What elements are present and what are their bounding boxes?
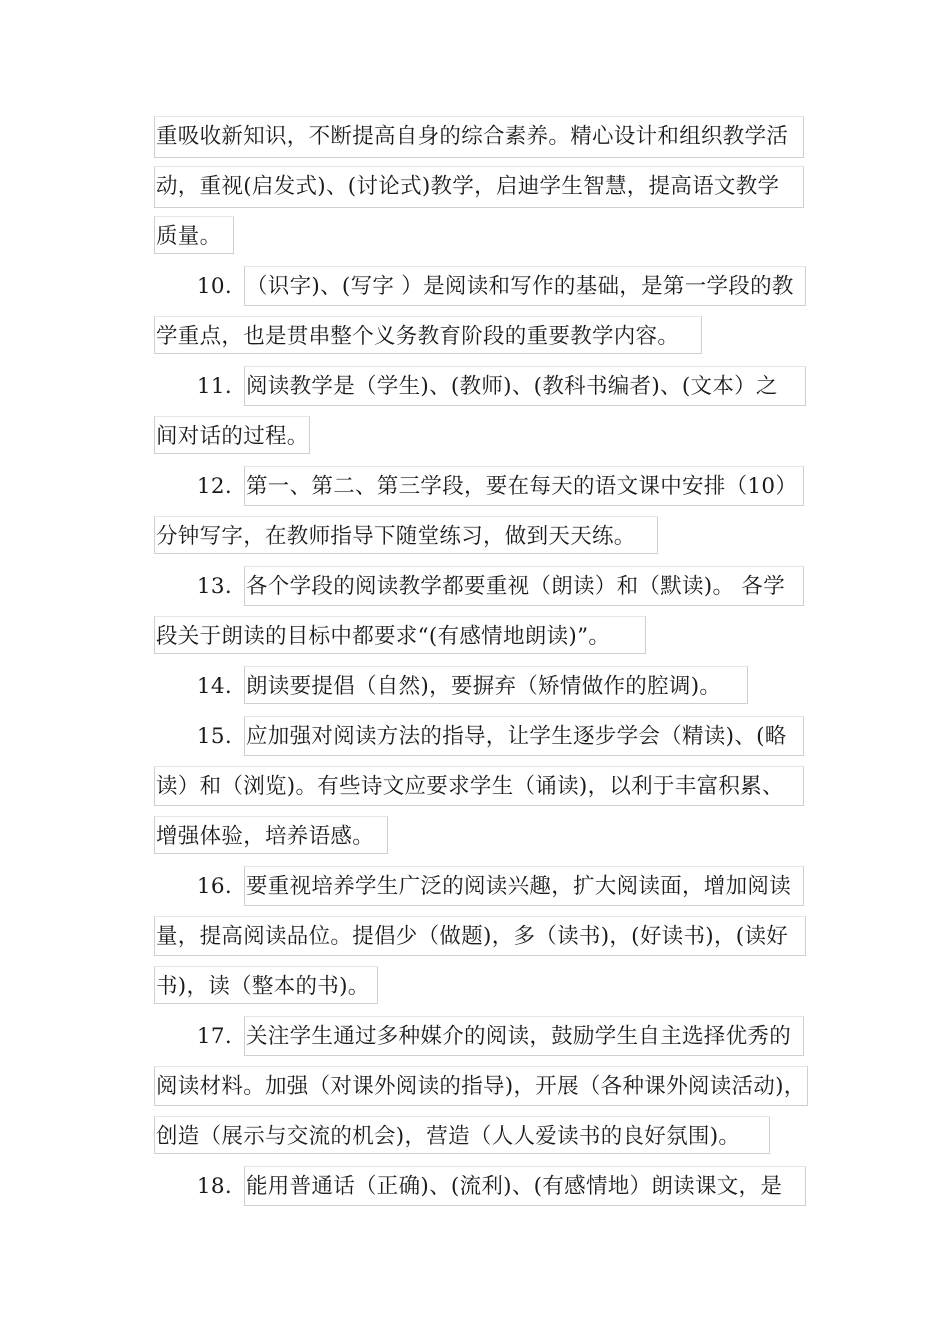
text-line: 阅读教学是（学生)、(教师)、(教科书编者)、(文本）之 <box>246 374 778 399</box>
text-line: 量，提高阅读品位。提倡少（做题)，多（读书)，(好读书)，(读好 <box>156 924 789 949</box>
text-line: 书)，读（整本的书)。 <box>156 974 370 999</box>
item-number: 13. <box>196 574 232 599</box>
text-line: 第一、第二、第三学段，要在每天的语文课中安排（10） <box>246 474 798 499</box>
text-line: 应加强对阅读方法的指导，让学生逐步学会（精读)、(略 <box>246 724 787 749</box>
text-line: 段关于朗读的目标中都要求“(有感情地朗读)”。 <box>156 624 611 649</box>
text-line: 读）和（浏览)。有些诗文应要求学生（诵读)，以利于丰富积累、 <box>156 774 784 799</box>
item-number: 14. <box>196 674 232 699</box>
item-number: 18. <box>196 1174 232 1199</box>
item-number: 15. <box>196 724 232 749</box>
text-line: 各个学段的阅读教学都要重视（朗读）和（默读)。 各学 <box>246 574 786 599</box>
text-line: 质量。 <box>156 224 222 249</box>
text-line: 创造（展示与交流的机会)，营造（人人爱读书的良好氛围)。 <box>156 1124 741 1149</box>
text-line: 间对话的过程。 <box>156 424 309 449</box>
text-line: 学重点，也是贯串整个义务教育阶段的重要教学内容。 <box>156 324 680 349</box>
text-line: 要重视培养学生广泛的阅读兴趣，扩大阅读面，增加阅读 <box>246 874 792 899</box>
item-number: 17. <box>196 1024 232 1049</box>
item-number: 10. <box>196 274 232 299</box>
text-line: 朗读要提倡（自然)，要摒弃（矫情做作的腔调)。 <box>246 674 722 699</box>
text-line: 能用普通话（正确)、(流利)、(有感情地）朗读课文，是 <box>246 1174 783 1199</box>
text-line: 阅读材料。加强（对课外阅读的指导)，开展（各种课外阅读活动)， <box>156 1074 806 1099</box>
item-number: 11. <box>196 374 232 399</box>
text-line: 关注学生通过多种媒介的阅读，鼓励学生自主选择优秀的 <box>246 1024 792 1049</box>
text-line: 分钟写字，在教师指导下随堂练习，做到天天练。 <box>156 524 636 549</box>
text-line: 重吸收新知识，不断提高自身的综合素养。精心设计和组织教学活 <box>156 124 789 149</box>
item-number: 16. <box>196 874 232 899</box>
text-line: （识字)、(写字 ）是阅读和写作的基础，是第一学段的教 <box>246 274 794 299</box>
text-line: 增强体验，培养语感。 <box>156 824 375 849</box>
text-line: 动，重视(启发式)、(讨论式)教学，启迪学生智慧，提高语文教学 <box>156 174 780 199</box>
item-number: 12. <box>196 474 232 499</box>
